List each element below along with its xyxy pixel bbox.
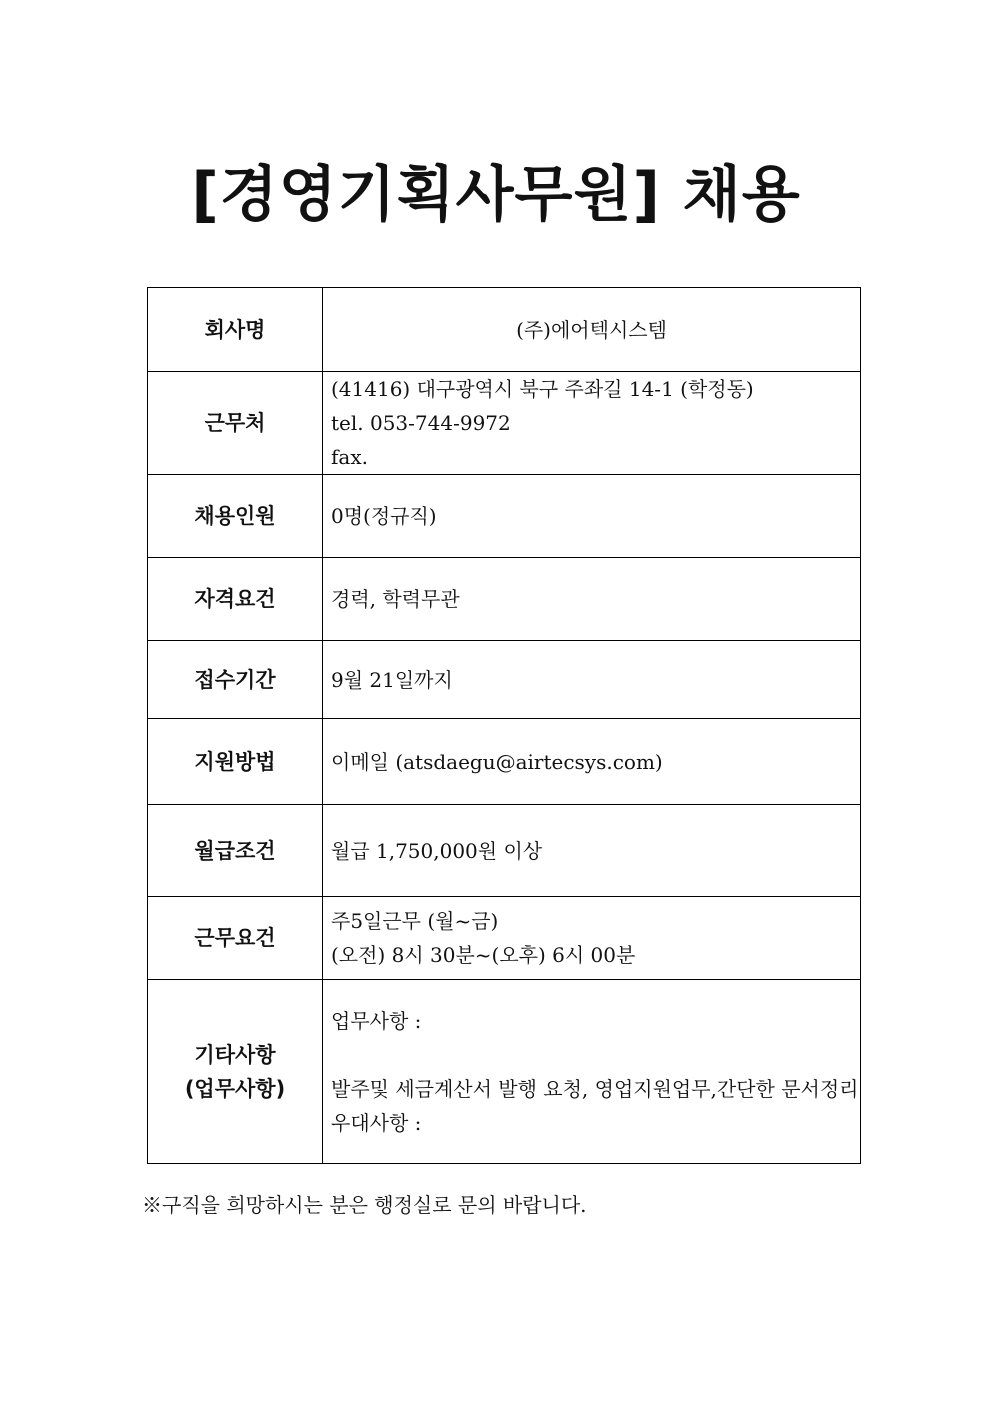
label-other [148,980,323,1164]
workplace-fax: fax. [331,445,368,469]
spacer [331,1038,860,1072]
label-other-line1: 기타사항 [194,1042,276,1067]
label-salary: 월급조건 [148,805,323,897]
label-deadline: 접수기간 [148,641,323,719]
label-headcount: 채용인원 [148,475,323,558]
value-deadline: 9월 21일까지 [323,641,861,719]
table-row-qualification [148,558,861,641]
value-work-conditions [323,897,861,980]
job-info-table [147,287,861,1164]
duties-text: 발주및 세금계산서 발행 요청, 영업지원업무,간단한 문서정리 [331,1076,859,1101]
value-apply-method: 이메일 (atsdaegu@airtecsys.com) [323,719,861,805]
label-other-line2: (업무사항) [184,1076,286,1101]
value-workplace [323,372,861,475]
work-hours: (오전) 8시 30분~(오후) 6시 00분 [331,943,636,967]
table-row-headcount [148,475,861,558]
value-company: (주)에어텍시스템 [323,288,861,372]
page-title: [경영기획사무원] 채용 [191,160,801,230]
label-workplace: 근무처 [148,372,323,475]
duties-heading: 업무사항 : [331,1008,422,1033]
table-row-work-conditions [148,897,861,980]
label-work-conditions: 근무요건 [148,897,323,980]
work-days: 주5일근무 (월~금) [331,909,499,933]
label-apply-method: 지원방법 [148,719,323,805]
workplace-tel: tel. 053-744-9972 [331,411,511,435]
table-row-apply-method [148,719,861,805]
preference-heading: 우대사항 : [331,1110,422,1135]
footer-note: ※구직을 희망하시는 분은 행정실로 문의 바랍니다. [142,1193,587,1217]
value-qualification: 경력, 학력무관 [323,558,861,641]
table-row-workplace [148,372,861,475]
value-salary: 월급 1,750,000원 이상 [323,805,861,897]
table-row-deadline [148,641,861,719]
label-company: 회사명 [148,288,323,372]
table-row-company [148,288,861,372]
table-row-salary [148,805,861,897]
value-headcount: 0명(정규직) [323,475,861,558]
workplace-address: (41416) 대구광역시 북구 주좌길 14-1 (학정동) [331,377,754,401]
label-qualification: 자격요건 [148,558,323,641]
value-other [323,980,861,1164]
table-row-other [148,980,861,1164]
